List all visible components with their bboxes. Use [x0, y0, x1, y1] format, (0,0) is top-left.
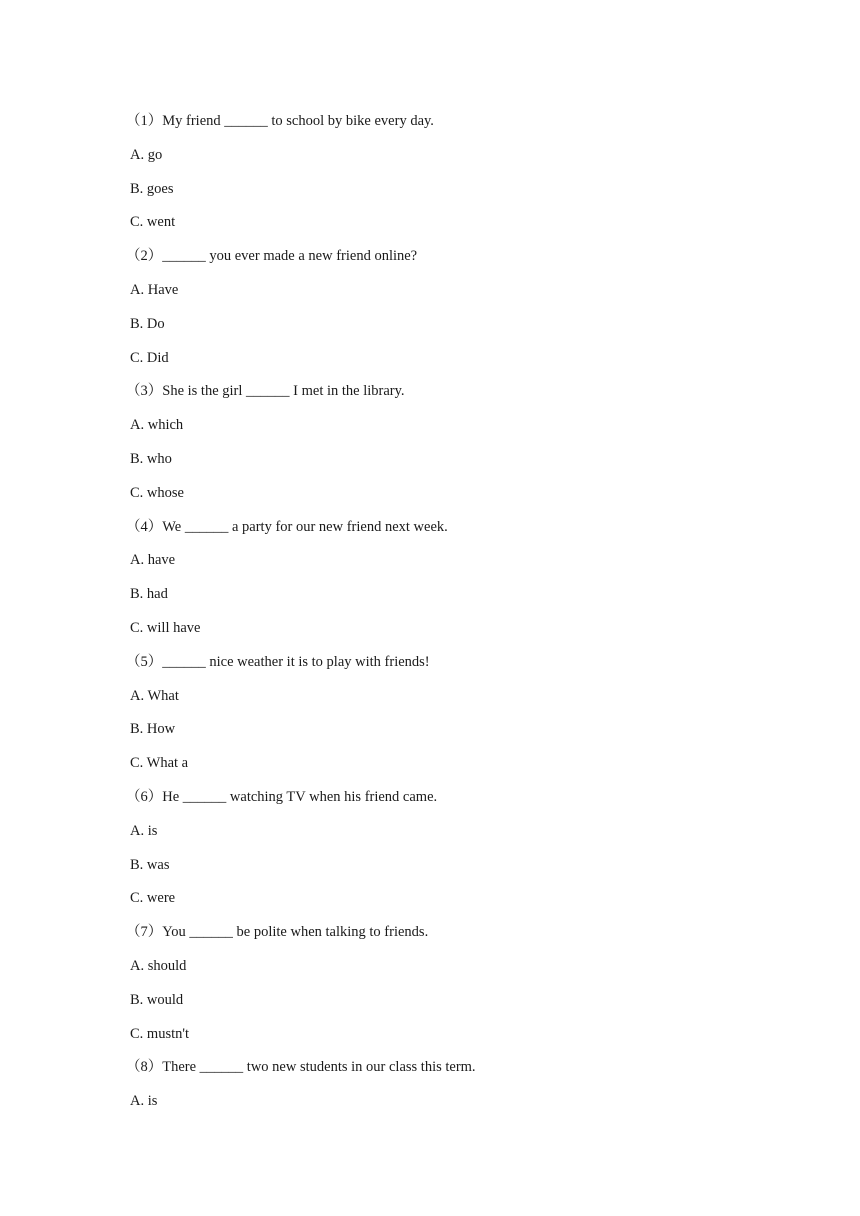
question-list — [126, 111, 790, 1125]
question-3-option-a: A. which — [130, 417, 184, 434]
question-6-option-c: C. were — [130, 890, 176, 907]
question-5-option-c: C. What a — [130, 755, 189, 772]
question-6-option-a: A. is — [130, 822, 158, 839]
question-5-option-b: B. How — [130, 721, 176, 738]
question-2-option-c: C. Did — [130, 349, 169, 366]
question-1-option-b: B. goes — [130, 180, 174, 197]
question-1-stem: （1）My friend ______ to school by bike every day. — [126, 113, 434, 129]
question-8-stem: （8）There ______ two new students in our class this term. — [126, 1059, 476, 1076]
question-6-option-b: B. was — [130, 856, 170, 873]
question-3-option-b: B. who — [130, 450, 172, 467]
question-1-option-c: C. went — [130, 214, 176, 231]
question-4-option-c: C. will have — [130, 619, 201, 636]
question-4-option-a: A. have — [130, 552, 176, 569]
question-7-option-b: B. would — [130, 991, 184, 1008]
question-7-option-a: A. should — [130, 957, 187, 974]
question-2-option-b: B. Do — [130, 315, 165, 332]
question-2-stem: （2）______ you ever made a new friend online? — [126, 248, 418, 265]
question-4-option-b: B. had — [130, 586, 168, 603]
question-5-stem: （5）______ nice weather it is to play with friends! — [126, 653, 430, 670]
question-8-option-a: A. is — [130, 1093, 158, 1110]
question-5-option-a: A. What — [130, 687, 179, 704]
question-6-stem: （6）He ______ watching TV when his friend came. — [126, 788, 438, 805]
question-7-option-c: C. mustn't — [130, 1025, 190, 1042]
question-4-stem: （4）We ______ a party for our new friend next week. — [126, 518, 448, 535]
question-3-option-c: C. whose — [130, 484, 184, 501]
question-2-option-a: A. Have — [130, 281, 179, 298]
question-7-stem: （7）You ______ be polite when talking to friends. — [126, 924, 429, 941]
question-1-option-a: A. go — [130, 146, 163, 163]
question-3-stem: （3）She is the girl ______ I met in the library. — [126, 383, 405, 400]
